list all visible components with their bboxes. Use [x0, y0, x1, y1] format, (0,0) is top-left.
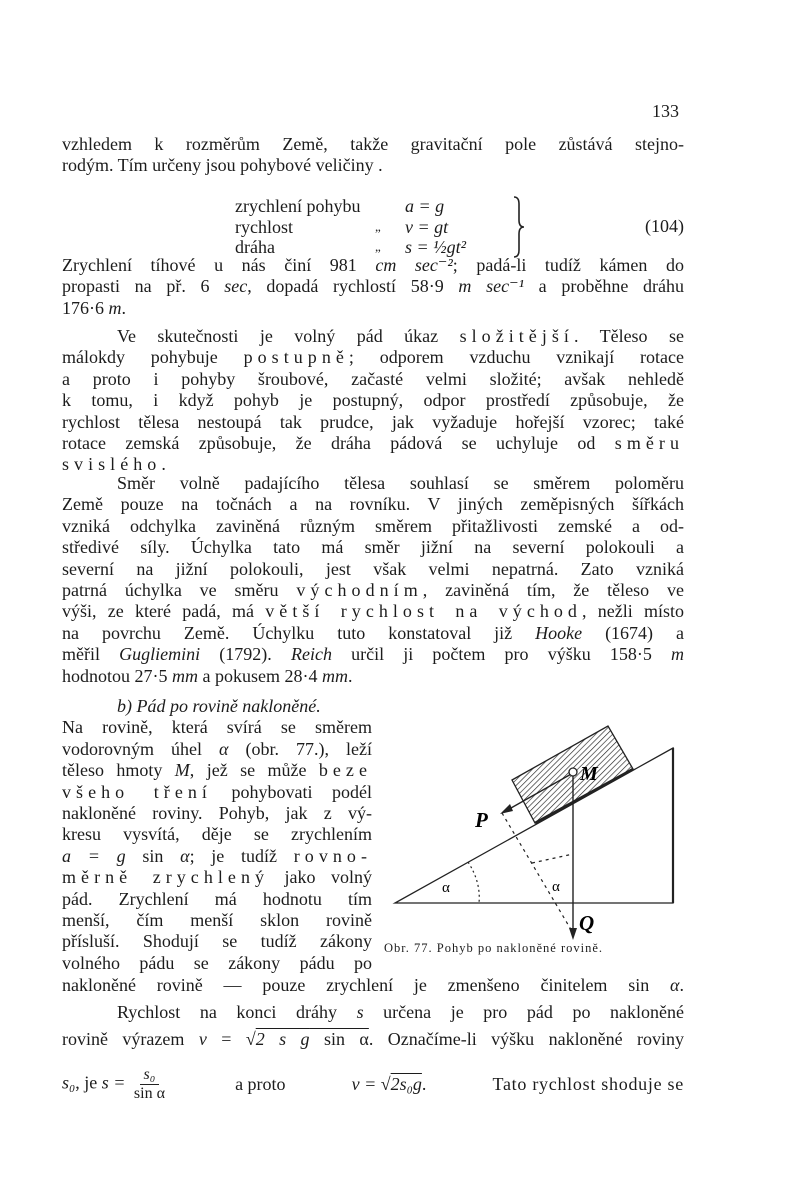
- text-segment: ; padá-li tudíž kámen do: [452, 255, 684, 275]
- text-segment: nakloněné roviny. Pohyb, jak z vý-: [62, 802, 372, 823]
- italic-text: m: [108, 297, 122, 318]
- text-segment: volného pádu se zákony pádu po: [62, 952, 372, 973]
- paragraph-velocity-line2: [62, 1029, 684, 1050]
- figure-caption: Obr. 77. Pohyb po nakloněné rovině.: [384, 941, 604, 955]
- text-line-content: [62, 298, 126, 318]
- text-line: [62, 975, 684, 996]
- text-segment: k tomu, i když pohyb je postupný, odpor prostředí způsobuje, že: [62, 390, 684, 411]
- text-segment: menší, čím menší sklon rovině: [62, 909, 372, 930]
- text-segment: . Těleso se: [573, 326, 684, 346]
- formula-v: [352, 1074, 427, 1095]
- text-line-content: [62, 644, 684, 664]
- text-line-content: [62, 666, 352, 686]
- text-line: [62, 760, 372, 781]
- text-segment: Na rovině, která svírá se směrem: [62, 717, 372, 738]
- text-segment: hodnotou 27·5: [62, 665, 172, 686]
- text-segment: propasti na př. 6: [62, 276, 225, 297]
- label-alpha-1: α: [442, 880, 450, 896]
- figure-inclined-plane: [380, 700, 700, 940]
- text-segment: výši, ze které padá, má: [62, 601, 266, 622]
- text-line: [62, 298, 684, 319]
- italic-text: a = g: [62, 845, 126, 866]
- text-segment: Zrychlení tíhové u nás činí 981: [62, 255, 376, 275]
- text-line-content: [62, 516, 684, 536]
- text-line-content: [62, 824, 372, 844]
- text-line-content: [62, 760, 372, 780]
- text-segment: .: [121, 297, 126, 318]
- text-line-content: [62, 739, 372, 759]
- text-line-content: [117, 473, 684, 493]
- text-line: [62, 580, 684, 601]
- label-alpha-2: α: [552, 879, 560, 895]
- text-segment: , nežli místo: [581, 601, 684, 622]
- text-line-content: [62, 580, 684, 600]
- equation-row: [235, 196, 495, 217]
- italic-text: m sec⁻¹: [458, 276, 524, 297]
- text-segment: .: [347, 665, 353, 686]
- text-line-content: [62, 494, 684, 514]
- text-line-content: [62, 846, 372, 866]
- text-segment: .: [161, 454, 166, 475]
- spaced-emphasis: beze: [318, 760, 372, 781]
- text-segment: Země pouze na točnách a na rovníku. V jiných zeměpisných šířkách: [62, 494, 684, 515]
- formula-v-equals: v = √: [351, 1073, 391, 1094]
- text-line: [62, 623, 684, 644]
- ditto-mark: „: [375, 239, 381, 255]
- text-segment: a proběhne dráhu: [524, 276, 684, 297]
- text-line-content: [62, 433, 684, 453]
- text-segment: = √: [206, 1029, 256, 1049]
- spaced-emphasis: směru: [614, 432, 684, 453]
- italic-text: M: [174, 760, 190, 781]
- text-line: [62, 889, 372, 910]
- formula-s0: [62, 1066, 169, 1103]
- text-line-content: [117, 326, 684, 346]
- text-line-content: [62, 867, 372, 887]
- text-segment: rotace zemská způsobuje, že dráha pádová se uchyluje od: [62, 432, 615, 453]
- text-line: [62, 276, 684, 297]
- text-line: [62, 347, 684, 368]
- italic-text: Gugliemini: [119, 644, 201, 665]
- text-segment: vodorovným úhel: [62, 738, 220, 759]
- text-segment: , dopadá rychlostí 58·9: [247, 276, 459, 297]
- text-line-content: [62, 369, 684, 389]
- paragraph-reality: [62, 326, 684, 476]
- right-brace-icon: [512, 196, 526, 258]
- period: .: [421, 1073, 427, 1094]
- spaced-emphasis: postupně: [243, 347, 349, 368]
- equation-label: zrychlení pohybu: [235, 196, 361, 216]
- text-segment: určena je pro pád po nakloněné: [363, 1002, 684, 1022]
- text-line: [62, 494, 684, 515]
- italic-text: mm: [172, 665, 198, 686]
- spaced-emphasis: rovno-: [293, 845, 372, 866]
- text-segment: vzhledem k rozměrům Země, takže gravitační pole zůstává stejno-: [62, 134, 684, 154]
- label-Q: Q: [579, 911, 595, 935]
- text-line-content: [62, 412, 684, 432]
- text-line: [62, 473, 684, 494]
- spaced-emphasis: svislého: [62, 454, 162, 475]
- text-line: [62, 255, 684, 276]
- equation-row: [235, 217, 495, 238]
- text-line-content: [62, 559, 684, 579]
- text-line-content: [62, 953, 372, 973]
- text-line-content: [62, 803, 372, 823]
- equation-104: [62, 196, 684, 260]
- text-line: [62, 910, 372, 931]
- italic-text: cm sec⁻²: [375, 255, 453, 275]
- page-number: 133: [652, 101, 679, 121]
- text-line: [62, 867, 372, 888]
- text-segment: rovině výrazem: [62, 1029, 199, 1049]
- paragraph-velocity: [62, 1002, 684, 1023]
- text-segment: určil ji počtem pro výšku 158·5: [331, 644, 671, 665]
- italic-text: b) Pád po rovině nakloněné.: [117, 696, 321, 716]
- text-line-content: [62, 931, 372, 951]
- italic-text: α: [670, 975, 680, 995]
- text-segment: rodým. Tím určeny jsou pohybové veličiny .: [62, 155, 383, 176]
- text-segment: ; je tudíž: [189, 845, 294, 866]
- spaced-emphasis: měrně zrychlený: [62, 867, 270, 888]
- text-line-content: [62, 537, 684, 557]
- text-segment: sin α: [309, 1029, 369, 1049]
- text-line: [62, 953, 372, 974]
- text-line: [62, 516, 684, 537]
- final-formula-line: [62, 1066, 684, 1102]
- italic-text: 2 s g: [255, 1029, 310, 1049]
- text-line-content: [62, 454, 166, 474]
- text-line-content: [62, 134, 684, 154]
- text-line: [62, 433, 684, 454]
- text-line: [62, 644, 684, 665]
- text-je: , je: [75, 1072, 98, 1093]
- text-segment: pohybovati podél: [211, 781, 372, 802]
- italic-text: Reich: [290, 644, 332, 665]
- text-segment: přísluší. Shodují se tudíž zákony: [62, 931, 372, 952]
- text-segment: .: [679, 975, 684, 995]
- text-line: [62, 1029, 684, 1050]
- text-line: [62, 412, 684, 433]
- angle-arc: [468, 862, 479, 903]
- text-line: [62, 134, 684, 155]
- text-line-content: [62, 255, 684, 275]
- text-line: [62, 155, 684, 176]
- text-segment: Ve skutečnosti je volný pád úkaz: [117, 326, 460, 346]
- text-line: [62, 1002, 684, 1023]
- text-line: [62, 739, 372, 760]
- text-segment: vzniká odchylka zaviněná různým směrem přitažlivosti zemské a od-: [62, 515, 684, 536]
- paragraph-inclined-end: [62, 975, 684, 996]
- fraction-denominator: sin α: [133, 1084, 165, 1102]
- text-segment: 176·6: [62, 297, 109, 318]
- text-segment: rychlost tělesa nestoupá tak prudce, jak vyžaduje hořejší vzorec; také: [62, 411, 684, 432]
- text-line-content: [117, 696, 321, 716]
- text-segment: sin: [125, 845, 181, 866]
- text-line: [62, 326, 684, 347]
- text-segment: jako volný: [269, 867, 372, 888]
- italic-text: mm: [321, 665, 348, 686]
- text-line-content: [62, 717, 372, 737]
- symbol-s0: s₀: [62, 1072, 76, 1093]
- spaced-emphasis: východním: [296, 579, 423, 600]
- text-segment: patrná úchylka ve směru: [62, 579, 297, 600]
- text-tail: Tato rychlost shoduje se: [492, 1073, 684, 1094]
- spaced-emphasis: větší rychlost na východ: [265, 601, 582, 622]
- text-segment: Rychlost na konci dráhy: [117, 1002, 357, 1022]
- equation-formula: a = g: [405, 196, 445, 216]
- text-line-content: [62, 889, 372, 909]
- text-segment: , jež se může: [189, 760, 319, 781]
- text-line: [62, 803, 372, 824]
- equation-formula: s = ½gt²: [405, 237, 467, 258]
- text-line: [62, 666, 684, 687]
- text-segment: kresu vysvítá, děje se zrychlením: [62, 824, 372, 845]
- text-line-content: [62, 390, 684, 410]
- italic-text: sec: [224, 276, 248, 297]
- text-line: [62, 717, 372, 738]
- spaced-emphasis: složitější: [459, 326, 574, 346]
- text-segment: těleso hmoty: [62, 760, 175, 781]
- text-segment: měřil: [62, 644, 120, 665]
- text-segment: (1792).: [200, 644, 291, 665]
- text-line: [62, 931, 372, 952]
- text-line: [62, 537, 684, 558]
- text-line-content: [117, 1002, 684, 1022]
- text-segment: a proto i pohyby šroubové, začasté velmi složité; avšak nehledě: [62, 368, 684, 389]
- center-of-mass-dot: [569, 768, 577, 776]
- text-segment: (obr. 77.), leží: [228, 738, 372, 759]
- equation-number: (104): [645, 216, 684, 236]
- text-line: [62, 846, 372, 867]
- paragraph-deviation: [62, 473, 684, 687]
- label-P: P: [475, 808, 488, 832]
- text-line: [62, 782, 372, 803]
- text-segment: severní na jižní polokouli, jest však velmi nepatrná. Zato vzniká: [62, 558, 684, 579]
- text-segment: Směr volně padajícího tělesa souhlasí se směrem poloměru: [117, 473, 684, 493]
- text-line: [62, 369, 684, 390]
- text-segment: ; odporem vzduchu vznikají rotace: [348, 347, 684, 368]
- ditto-mark: „: [375, 218, 381, 234]
- equation-label: dráha: [235, 237, 275, 258]
- italic-text: v: [198, 1029, 207, 1049]
- fraction-numerator: s₀: [140, 1066, 160, 1085]
- equation-label: rychlost: [235, 216, 293, 237]
- formula-s-equals: s =: [101, 1072, 126, 1093]
- section-inclined-plane: [62, 696, 372, 974]
- text-line-content: [62, 782, 372, 802]
- text-segment: (1674) a: [582, 622, 685, 643]
- text-line-content: [62, 601, 684, 621]
- text-segment: na povrchu Země. Úchylku tuto konstatoval již: [62, 622, 536, 643]
- paragraph-intro: [62, 134, 684, 177]
- text-segment: . Označíme-li výšku nakloněné roviny: [368, 1029, 684, 1049]
- label-M: M: [580, 763, 598, 785]
- text-line-content: [62, 975, 684, 995]
- spaced-emphasis: všeho tření: [62, 781, 212, 802]
- text-segment: nakloněné rovině — pouze zrychlení je zmenšeno činitelem sin: [62, 975, 671, 995]
- text-line: [62, 824, 372, 845]
- equation-formula: v = gt: [405, 216, 449, 237]
- text-segment: středivé síly. Úchylka tato má směr jižní na severní polokouli a: [62, 537, 684, 558]
- text-line-content: [62, 276, 684, 296]
- text-line: [62, 390, 684, 411]
- text-line-content: [62, 347, 684, 367]
- text-line: [62, 559, 684, 580]
- text-line-content: [62, 1029, 684, 1049]
- fraction: [134, 1066, 165, 1103]
- text-line: [62, 696, 372, 717]
- italic-text: s: [356, 1002, 364, 1022]
- italic-text: Hooke: [535, 622, 583, 643]
- italic-text: α: [180, 845, 190, 866]
- text-segment: pád. Zrychlení má hodnotu tím: [62, 888, 372, 909]
- text-line-content: [62, 623, 684, 643]
- italic-text: m: [671, 644, 684, 665]
- text-line-content: [62, 910, 372, 930]
- text-segment: a pokusem 28·4: [198, 665, 322, 686]
- text-line: [62, 601, 684, 622]
- italic-text: α: [219, 738, 229, 759]
- paragraph-acceleration: [62, 255, 684, 319]
- text-segment: , zaviněná tím, že těleso ve: [422, 579, 684, 600]
- text-line-content: [62, 155, 383, 175]
- text-segment: málokdy pohybuje: [62, 347, 244, 368]
- radicand: 2s₀g: [390, 1073, 422, 1094]
- text-a-proto: a proto: [235, 1073, 286, 1094]
